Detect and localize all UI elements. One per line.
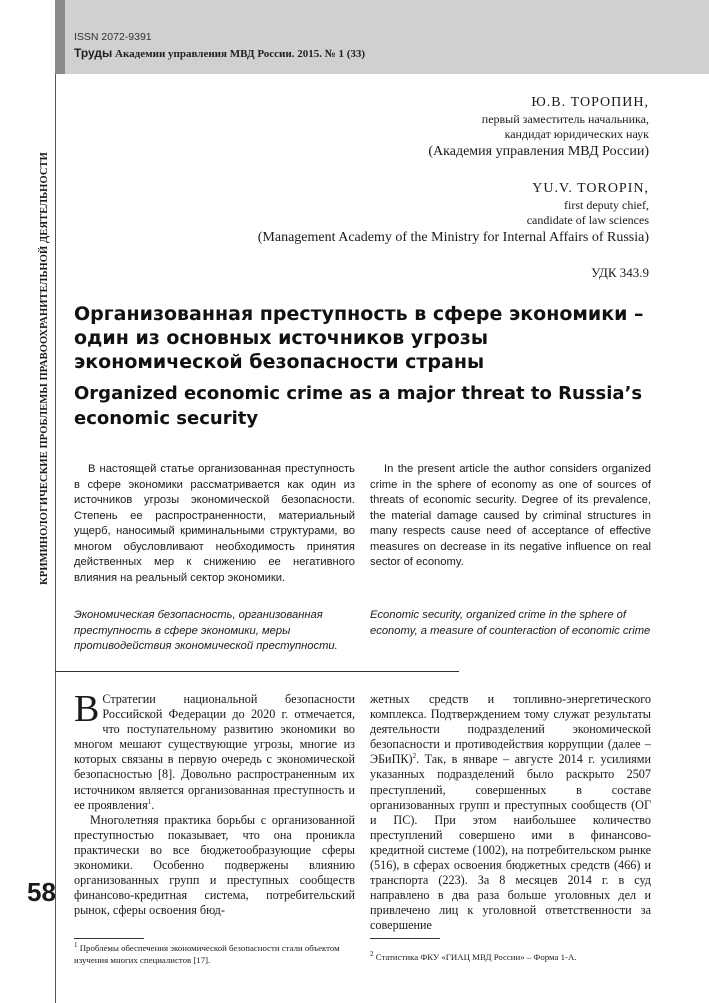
body-column-left (74, 688, 355, 918)
journal-name: Труды (74, 46, 113, 60)
issn: ISSN 2072-9391 (74, 31, 152, 43)
footnote-number: 1 (74, 941, 78, 950)
footnote-number: 2 (370, 950, 374, 959)
journal-details: Академии управления МВД России. 2015. № 1 (33) (115, 48, 366, 60)
footnote-text: Проблемы обеспечения экономической безопасности стали объектом изучения многих специалистов [17]. (74, 943, 340, 965)
article-title-ru: Организованная преступность в сфере экономики – один из основных источников угрозы экономической безопасности страны (74, 303, 644, 373)
author-degree-en: candidate of law sciences (526, 213, 649, 227)
author-block-en (258, 180, 649, 247)
footnote-ref: 1 (147, 797, 152, 806)
header-band (55, 0, 709, 74)
footnote-2 (370, 951, 651, 963)
author-block-ru (428, 94, 649, 161)
abstract-en: In the present article the author considers organized crime in the sphere of economy as one of sources of threats of economic security. Degree of its prevalence, the material damage caused by criminal structures in many respects cause need of acceptance of effective measures on decrease in its negative influence on real sector of economy. (370, 463, 651, 568)
body-text: жетных средств и топливно-энергетического комплекса. Подтверждением тому служат результаты деятельности подразделений экономической безопасности и противодействия коррупции (далее – ЭБиПК) (370, 692, 651, 767)
author-degree-ru: кандидат юридических наук (504, 127, 649, 141)
section-rubric (33, 128, 55, 608)
body-text: Стратегии национальной безопасности Российской Федерации до 2020 г. отмечается, что поступательному развитию экономики во многом мешают существующие угрозы, многие из которых связаны в первую очередь с экономической безопасностью [8]. Довольно распространенным их источником является организованная преступность и ее проявления (74, 692, 355, 812)
footnote-1 (74, 942, 355, 966)
body-paragraph (370, 692, 651, 934)
author-name-ru: Ю.В. ТОРОПИН, (531, 95, 649, 110)
keywords-en: Economic security, organized crime in the sphere of economy, a measure of counteraction of economic crime (370, 609, 651, 637)
footnote-rule (370, 938, 440, 939)
body-paragraph (74, 688, 355, 813)
side-rule (55, 74, 56, 1003)
author-org-en: (Management Academy of the Ministry for Internal Affairs of Russia) (257, 230, 649, 245)
section-rubric-text: КРИМИНОЛОГИЧЕСКИЕ ПРОБЛЕМЫ ПРАВООХРАНИТЕЛЬНОЙ ДЕЯТЕЛЬНОСТИ (38, 151, 50, 585)
body-text-end: . (151, 797, 155, 812)
section-divider (55, 671, 459, 672)
footnote-ref: 2 (412, 752, 417, 761)
author-position-en: first deputy chief, (564, 198, 649, 212)
body-column-right (370, 692, 651, 934)
body-text: . Так, в январе – августе 2014 г. усилиями указанных подразделений было раскрыто 2507 преступлений, совершенных в составе организованных групп и преступных сообществ (ОГ и ПС). При этом наибольшее количество преступлений совершено ими в финансово-кредитной системе (1002), на потребительском рынке (516), в сферах освоения бюджетных средств (466) и транспорта (223). За 8 месяцев 2014 г. в суд направлено в два раза больше уголовных дел и привлечено лиц к уголовной ответственности за совершение (370, 752, 651, 933)
page-number: 58 (27, 877, 56, 907)
article-title-en: Organized economic crime as a major threat to Russia’s economic security (74, 383, 643, 429)
author-position-ru: первый заместитель начальника, (481, 112, 649, 126)
footnote-text: Статистика ФКУ «ГИАЦ МВД России» – Форма 1-А. (373, 952, 577, 962)
body-paragraph: Многолетняя практика борьбы с организованной преступностью показывает, что она проникла практически во все бюджетообразующие сферы экономики. Особенно подвержены влиянию организованных групп и преступных сообществ финансово-кредитная система, потребительский рынок, сферы освоения бюд- (74, 812, 355, 918)
header-strip (55, 0, 65, 74)
journal-title (74, 46, 365, 60)
author-name-en: YU.V. TOROPIN, (532, 181, 649, 196)
keywords-ru: Экономическая безопасность, организованная преступность в сфере экономики, меры противодействия экономической преступности. (74, 609, 338, 652)
udk-code: УДК 343.9 (591, 265, 649, 280)
drop-cap: В (74, 688, 100, 730)
abstract-ru: В настоящей статье организованная преступность в сфере экономики рассматривается как один из источников угрозы экономической безопасности. Степень ее распространенности, материальный ущерб, наносимый криминальными структурами, во многом обусловливают необходимость принятия действенных мер к снижению ее негативного влияния на реальный сектор экономики. (74, 463, 355, 584)
author-org-ru: (Академия управления МВД России) (428, 144, 649, 159)
footnote-rule (74, 938, 144, 939)
